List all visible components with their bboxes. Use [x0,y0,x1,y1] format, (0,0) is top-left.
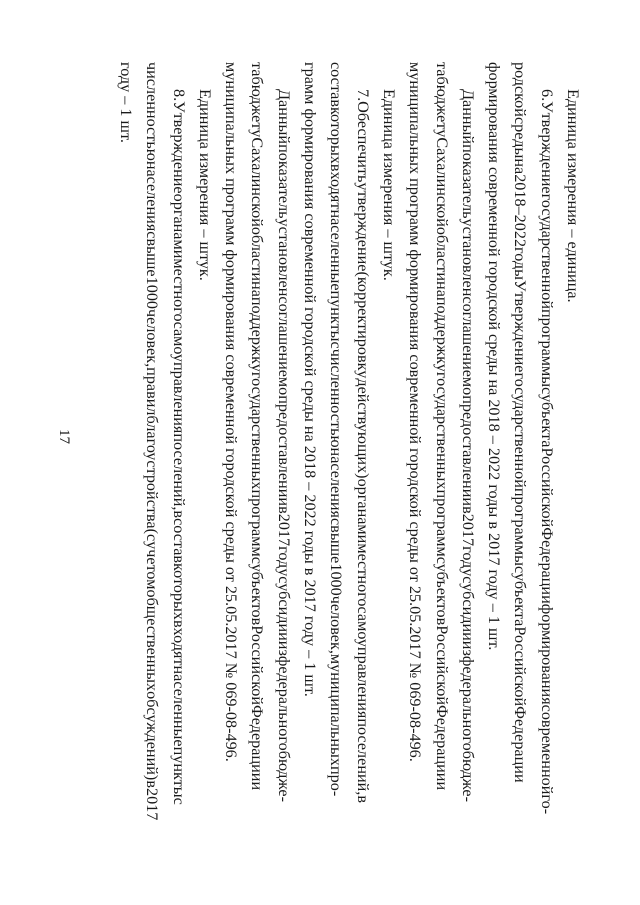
rotated-text-body [116,62,586,821]
word: 2022 [511,214,530,248]
word: населенные [327,209,346,291]
text-line: Единица измерения – штук. [195,89,214,281]
word: с [327,341,346,349]
word: субъекта [537,387,556,448]
word: правил [143,367,162,416]
word: численностью [327,348,346,448]
text-line: Единица измерения – единица. [564,89,582,303]
word: состав [327,62,346,107]
text-line: муниципальных программ формирования современной городской среды от 25.05.2017 № 069-08-496. [406,62,425,762]
word: области [432,226,451,282]
word: современной [537,704,556,795]
word: го- [537,794,556,815]
word: человек, [327,595,346,654]
word: 2017 [274,513,293,547]
word: 1000 [143,276,162,309]
word: федерального [458,655,477,751]
word: о [274,387,293,396]
word: органами [169,193,188,259]
word: органами [353,478,372,544]
word: пункты [327,290,346,342]
word: – [511,206,530,215]
word: утверждение [353,182,372,272]
text-line: грамм формирования современной городской среды на 2018 – 2022 годы в 2017 году – 1 шт. [301,62,320,697]
word: на [511,158,530,175]
page-number: 17 [56,429,72,444]
word: бюджету [248,76,267,138]
word: Федерации [537,527,556,604]
word: Федерации [511,706,530,783]
word: на [432,281,451,297]
word: 2018 [511,174,530,207]
word: субсидии [458,576,477,641]
word: показатель [274,144,293,219]
word: Данный [274,89,293,145]
word: программы [537,309,556,388]
text-line [244,62,270,791]
word: Сахалинской [248,137,267,227]
word: субъекта [511,566,530,627]
word: входят [169,620,188,666]
word: соглашением [458,296,477,388]
word: Сахалинской [432,137,451,227]
word: общественных [143,589,162,692]
word: свыше [327,518,346,564]
text-line [323,62,349,797]
word: местного [169,258,188,322]
word: населения [143,160,162,232]
word: 6. [537,89,556,102]
word: Утверждение [511,280,530,373]
word: 2017 [143,787,162,821]
word: в [458,506,477,514]
word: обсуждений) [143,691,162,781]
word: субъектов [248,556,267,626]
word: Утверждение [169,101,188,194]
word: соглашением [274,296,293,388]
word: государственных [248,371,267,490]
word: предоставлении [458,395,477,507]
word: 8. [169,89,188,102]
word: из [458,640,477,656]
word: та [432,62,451,77]
word: программ [248,489,267,557]
word: бюдже- [458,750,477,803]
word: среды [511,116,530,159]
word: Российской [537,447,556,528]
word: населения [327,447,346,518]
word: установлен [458,218,477,297]
word: в [274,506,293,514]
word: населенные [169,665,188,747]
text-line: году – 1 шт. [116,62,135,143]
word: учетом [143,541,162,590]
word: в [169,510,188,519]
word: федерального [274,655,293,751]
text-line [139,62,165,821]
word: области [248,226,267,282]
word: которых [169,563,188,620]
word: программ [432,489,451,557]
word: в [143,780,162,788]
word: Российской [248,625,267,705]
word: 2017 [458,513,477,547]
word: Российской [511,626,530,707]
word: о [458,387,477,396]
word: годы [511,247,530,281]
word: свыше [143,231,162,277]
word: благоустройства [143,415,162,529]
word: предоставлении [274,395,293,507]
word: про- [327,765,346,797]
word: году [274,546,293,577]
word: году [458,546,477,577]
text-line [507,62,533,782]
word: в [353,795,372,804]
word: та [248,62,267,77]
word: самоуправления [169,321,188,434]
text-line: муниципальных программ формирования современной городской среды от 25.05.2017 № 069-08-496. [222,62,241,762]
text-line: формирования современной городской среды на 2018 – 2022 годы в 2017 году – 1 шт. [485,62,504,651]
word: формирования [537,603,556,705]
word: программы [511,487,530,567]
word: с [169,797,188,805]
text-line [165,62,191,805]
word: бюдже- [274,750,293,803]
word: численностью [143,62,162,161]
word: на [248,281,267,297]
text-line [533,62,559,815]
word: действующих) [353,378,372,479]
word: муниципальных [327,653,346,766]
word: показатель [458,144,477,219]
word: входят [327,163,346,210]
word: местного [353,543,372,607]
word: государственных [432,371,451,490]
word: поддержку [432,296,451,372]
word: (с [143,528,162,542]
word: государственной [537,193,556,309]
word: пункты [169,746,188,798]
word: Утверждение [537,101,556,194]
word: человек, [143,309,162,368]
text-line [270,62,296,803]
word: Российской [432,625,451,705]
word: Обеспечить [353,101,372,183]
word: поселений, [353,718,372,796]
word: 7. [353,89,372,102]
text-line: Единица измерения – штук. [379,89,398,281]
word: самоуправления [353,606,372,719]
text-line [349,62,375,804]
word: и [432,781,451,791]
word: поселений, [169,433,188,511]
text-line [428,62,454,791]
word: Федерации [432,705,451,782]
word: (корректировку [353,271,372,379]
word: из [274,640,293,656]
word: бюджету [432,76,451,138]
word: состав [169,518,188,564]
word: субъектов [432,556,451,626]
word: поддержку [248,296,267,372]
text-line [455,62,481,803]
word: государственной [511,372,530,488]
word: установлен [274,218,293,297]
word: Данный [458,89,477,145]
word: Федерации [248,705,267,782]
word: которых [327,106,346,164]
word: субсидии [274,576,293,641]
word: 1000 [327,563,346,596]
word: и [248,781,267,791]
word: родской [511,62,530,117]
